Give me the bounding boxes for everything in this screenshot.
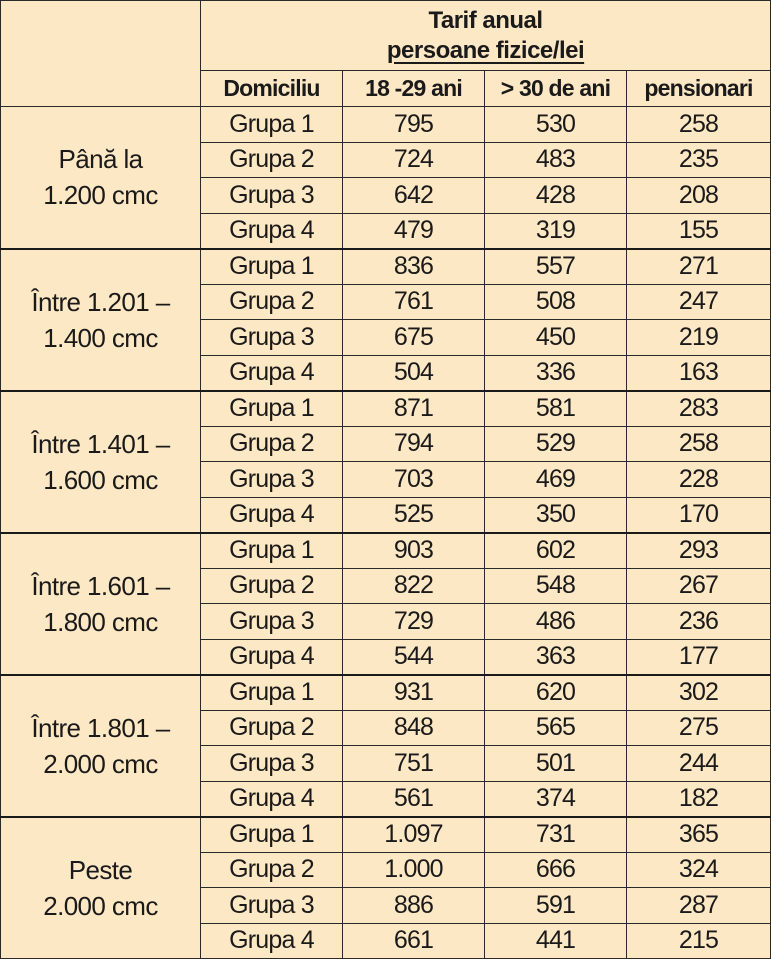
group-cell: Grupa 3 (201, 746, 343, 782)
engine-capacity-label (1, 391, 201, 533)
value-18-29: 794 (343, 426, 485, 462)
group-cell: Grupa 1 (201, 249, 343, 285)
value-18-29: 561 (343, 781, 485, 817)
value-pensionari: 275 (627, 710, 771, 746)
value-over-30: 620 (485, 675, 627, 711)
group-cell: Grupa 4 (201, 497, 343, 533)
value-18-29: 479 (343, 213, 485, 249)
group-cell: Grupa 1 (201, 391, 343, 427)
engine-capacity-label-line1: Până la (58, 144, 143, 175)
group-cell: Grupa 4 (201, 213, 343, 249)
value-18-29: 871 (343, 391, 485, 427)
column-header-18-29: 18 -29 ani (343, 71, 485, 107)
value-pensionari: 293 (627, 533, 771, 569)
value-18-29: 848 (343, 710, 485, 746)
value-pensionari: 258 (627, 426, 771, 462)
header-row-title (1, 1, 771, 71)
engine-capacity-label-line1: Peste (68, 854, 133, 885)
table-row (1, 817, 771, 853)
value-pensionari: 163 (627, 355, 771, 391)
group-cell: Grupa 3 (201, 888, 343, 924)
group-cell: Grupa 3 (201, 178, 343, 214)
value-over-30: 508 (485, 284, 627, 320)
value-over-30: 548 (485, 568, 627, 604)
value-over-30: 731 (485, 817, 627, 853)
group-cell: Grupa 3 (201, 462, 343, 498)
engine-capacity-label (1, 675, 201, 817)
engine-capacity-label-line2: 1.600 cmc (43, 464, 158, 495)
table-title-line2: persoane fizice/lei (386, 36, 585, 64)
engine-capacity-label-line1: Între 1.801 – (31, 712, 170, 743)
table-body (1, 107, 771, 959)
value-pensionari: 287 (627, 888, 771, 924)
table-title (201, 1, 771, 71)
group-cell: Grupa 1 (201, 107, 343, 143)
value-pensionari: 182 (627, 781, 771, 817)
engine-capacity-label-line1: Între 1.601 – (31, 570, 170, 601)
group-cell: Grupa 2 (201, 710, 343, 746)
group-cell: Grupa 2 (201, 284, 343, 320)
value-18-29: 886 (343, 888, 485, 924)
column-header-domiciliu: Domiciliu (201, 71, 343, 107)
value-pensionari: 283 (627, 391, 771, 427)
group-cell: Grupa 1 (201, 675, 343, 711)
value-over-30: 486 (485, 604, 627, 640)
value-18-29: 675 (343, 320, 485, 356)
group-cell: Grupa 2 (201, 852, 343, 888)
table-row (1, 391, 771, 427)
group-cell: Grupa 4 (201, 781, 343, 817)
value-over-30: 483 (485, 142, 627, 178)
group-cell: Grupa 4 (201, 639, 343, 675)
value-pensionari: 365 (627, 817, 771, 853)
value-over-30: 428 (485, 178, 627, 214)
table-row (1, 249, 771, 285)
engine-capacity-label-line1: Între 1.401 – (31, 428, 170, 459)
value-pensionari: 302 (627, 675, 771, 711)
value-pensionari: 215 (627, 923, 771, 959)
value-18-29: 836 (343, 249, 485, 285)
column-header-pensionari: pensionari (627, 71, 771, 107)
value-pensionari: 324 (627, 852, 771, 888)
value-over-30: 469 (485, 462, 627, 498)
value-pensionari: 228 (627, 462, 771, 498)
engine-capacity-label-line2: 1.800 cmc (43, 606, 158, 637)
value-pensionari: 177 (627, 639, 771, 675)
group-cell: Grupa 2 (201, 568, 343, 604)
empty-corner-cell (1, 1, 201, 107)
group-cell: Grupa 2 (201, 426, 343, 462)
value-18-29: 703 (343, 462, 485, 498)
value-pensionari: 271 (627, 249, 771, 285)
value-18-29: 751 (343, 746, 485, 782)
value-pensionari: 170 (627, 497, 771, 533)
group-cell: Grupa 4 (201, 923, 343, 959)
value-over-30: 557 (485, 249, 627, 285)
table-row (1, 675, 771, 711)
value-18-29: 795 (343, 107, 485, 143)
group-cell: Grupa 2 (201, 142, 343, 178)
engine-capacity-label-line2: 1.200 cmc (43, 180, 158, 211)
value-18-29: 504 (343, 355, 485, 391)
table-row (1, 533, 771, 569)
engine-capacity-label-line2: 1.400 cmc (43, 322, 158, 353)
engine-capacity-label (1, 107, 201, 249)
group-cell: Grupa 3 (201, 604, 343, 640)
group-cell: Grupa 1 (201, 533, 343, 569)
engine-capacity-label-line1: Între 1.201 – (31, 286, 170, 317)
value-pensionari: 247 (627, 284, 771, 320)
value-pensionari: 267 (627, 568, 771, 604)
value-18-29: 661 (343, 923, 485, 959)
value-pensionari: 155 (627, 213, 771, 249)
value-18-29: 1.000 (343, 852, 485, 888)
value-over-30: 374 (485, 781, 627, 817)
value-18-29: 642 (343, 178, 485, 214)
group-cell: Grupa 1 (201, 817, 343, 853)
value-over-30: 336 (485, 355, 627, 391)
engine-capacity-label (1, 533, 201, 675)
engine-capacity-label (1, 249, 201, 391)
value-over-30: 363 (485, 639, 627, 675)
engine-capacity-label (1, 817, 201, 959)
table-title-line1: Tarif anual (428, 6, 543, 34)
value-18-29: 761 (343, 284, 485, 320)
value-18-29: 903 (343, 533, 485, 569)
value-18-29: 822 (343, 568, 485, 604)
value-over-30: 591 (485, 888, 627, 924)
value-over-30: 441 (485, 923, 627, 959)
value-over-30: 666 (485, 852, 627, 888)
value-over-30: 529 (485, 426, 627, 462)
engine-capacity-label-line2: 2.000 cmc (43, 748, 158, 779)
column-header-over-30: > 30 de ani (485, 71, 627, 107)
value-pensionari: 236 (627, 604, 771, 640)
engine-capacity-label-line2: 2.000 cmc (43, 890, 158, 921)
value-18-29: 544 (343, 639, 485, 675)
value-over-30: 501 (485, 746, 627, 782)
value-pensionari: 208 (627, 178, 771, 214)
value-over-30: 565 (485, 710, 627, 746)
value-over-30: 450 (485, 320, 627, 356)
value-18-29: 724 (343, 142, 485, 178)
value-over-30: 530 (485, 107, 627, 143)
value-pensionari: 235 (627, 142, 771, 178)
value-18-29: 931 (343, 675, 485, 711)
value-over-30: 319 (485, 213, 627, 249)
group-cell: Grupa 3 (201, 320, 343, 356)
value-pensionari: 219 (627, 320, 771, 356)
value-over-30: 602 (485, 533, 627, 569)
table-row (1, 107, 771, 143)
value-18-29: 525 (343, 497, 485, 533)
value-over-30: 581 (485, 391, 627, 427)
value-18-29: 729 (343, 604, 485, 640)
value-pensionari: 258 (627, 107, 771, 143)
value-over-30: 350 (485, 497, 627, 533)
value-pensionari: 244 (627, 746, 771, 782)
value-18-29: 1.097 (343, 817, 485, 853)
group-cell: Grupa 4 (201, 355, 343, 391)
